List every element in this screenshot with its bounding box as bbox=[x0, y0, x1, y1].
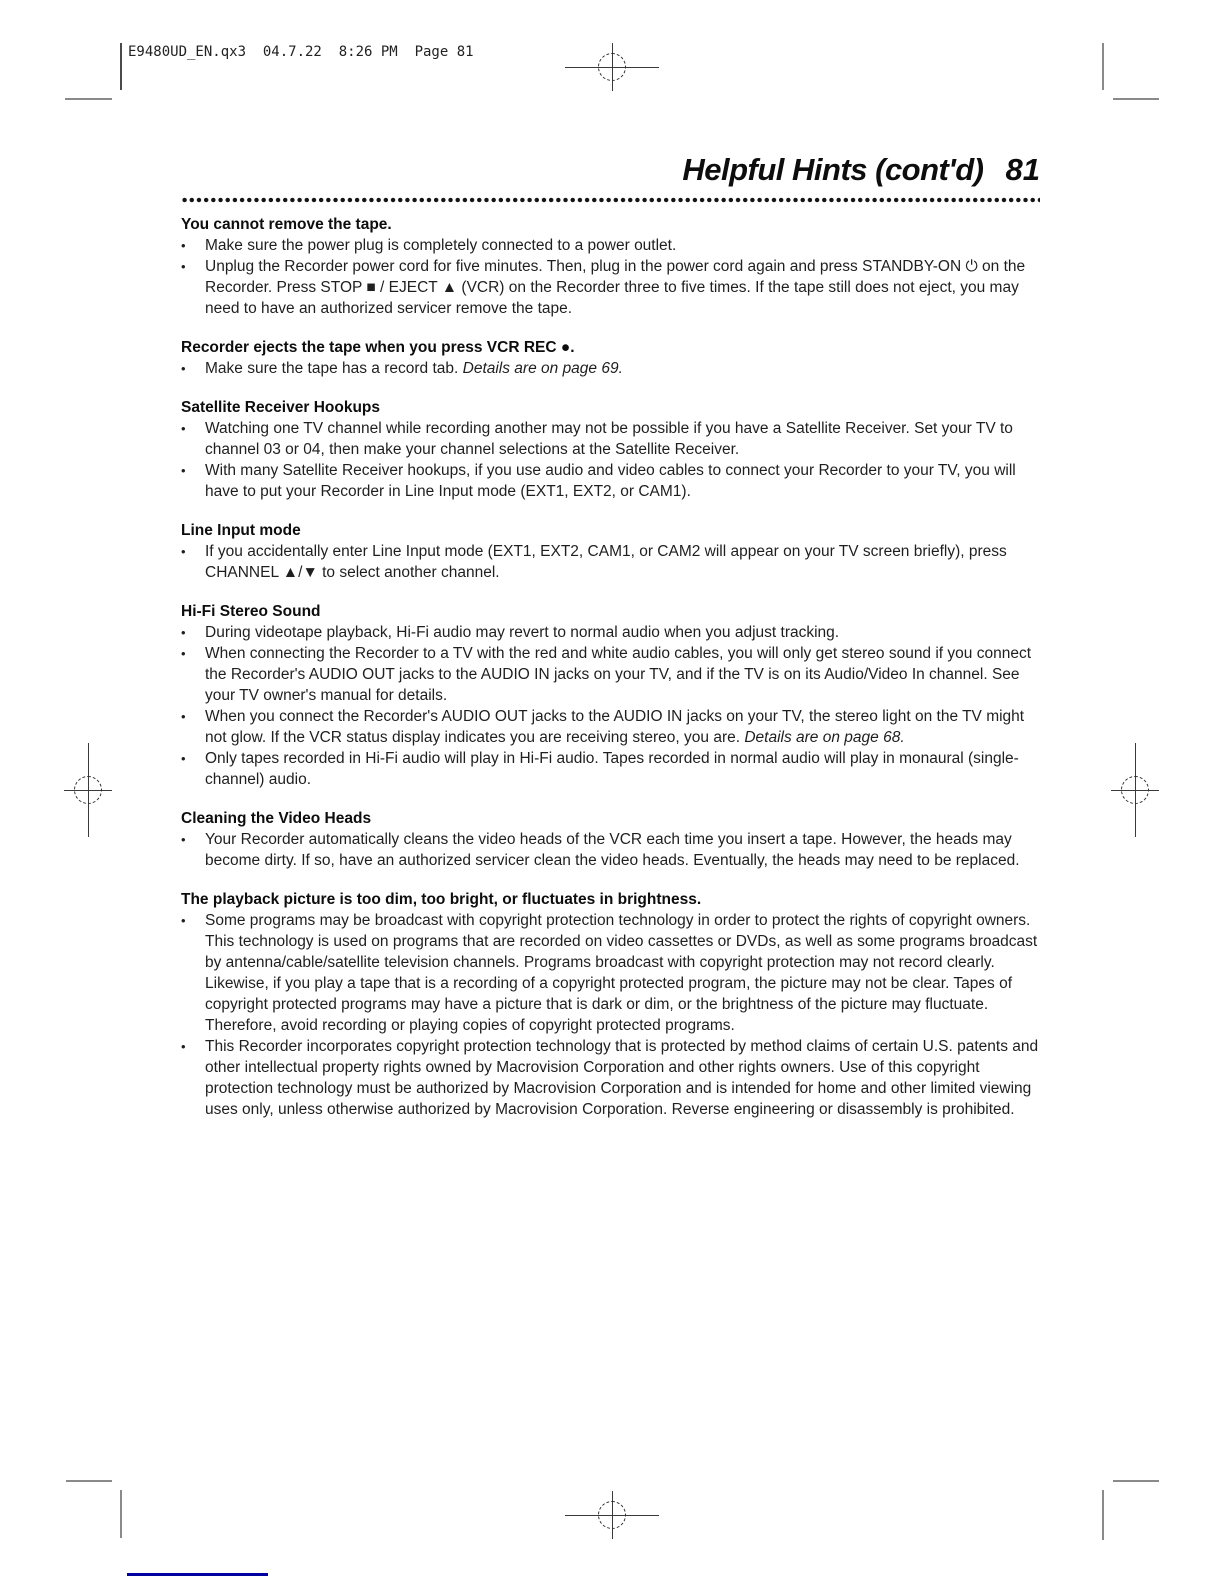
crop-mark-bottom-left-v bbox=[120, 1490, 122, 1538]
bullet-text bbox=[205, 910, 1041, 1036]
footer-accent-line bbox=[127, 1573, 268, 1576]
bullet-text-italic-segment: Details are on page 68. bbox=[744, 729, 905, 746]
bullet-text-segment: Only tapes recorded in Hi-Fi audio will play in Hi-Fi audio. Tapes recorded in normal audio will play in monaural (single-channel) audio. bbox=[205, 750, 1019, 788]
bullet-item bbox=[181, 235, 1041, 256]
section-heading: Hi-Fi Stereo Sound bbox=[181, 603, 321, 620]
crop-mark-bottom-right-v bbox=[1102, 1490, 1104, 1540]
bullet-item bbox=[181, 541, 1041, 583]
section-heading: The playback picture is too dim, too bright, or fluctuates in brightness. bbox=[181, 891, 702, 908]
bullet-marker: • bbox=[181, 361, 186, 376]
page-title: Helpful Hints (cont'd) bbox=[682, 152, 984, 187]
bullet-item bbox=[181, 643, 1041, 706]
bullet-item bbox=[181, 1036, 1041, 1120]
bullet-text-segment: Make sure the power plug is completely connected to a power outlet. bbox=[205, 237, 677, 254]
bullet-item bbox=[181, 256, 1041, 319]
section bbox=[181, 520, 1041, 583]
bullet-marker: • bbox=[181, 544, 186, 559]
bullet-item bbox=[181, 418, 1041, 460]
crop-mark-bottom-right-h bbox=[1113, 1480, 1159, 1482]
bullet-marker: • bbox=[181, 625, 186, 640]
registration-mark-left-icon bbox=[64, 743, 112, 837]
page-header bbox=[181, 152, 1040, 188]
bullet-text bbox=[205, 460, 1041, 502]
bullet-marker: • bbox=[181, 646, 186, 661]
crop-mark-top-left-h bbox=[65, 98, 112, 100]
section-heading: Recorder ejects the tape when you press VCR REC ●. bbox=[181, 339, 575, 356]
section bbox=[181, 397, 1041, 502]
bullet-item bbox=[181, 829, 1041, 871]
bullet-text-segment: Watching one TV channel while recording another may not be possible if you have a Satellite Receiver. Set your TV to channel 03 or 04, then make your channel selections at the Satellite Receiver. bbox=[205, 420, 1013, 458]
bullet-marker: • bbox=[181, 259, 186, 274]
crop-mark-top-left-v bbox=[120, 43, 122, 90]
bullet-item bbox=[181, 460, 1041, 502]
section bbox=[181, 337, 1041, 379]
bullet-text bbox=[205, 706, 1041, 748]
section bbox=[181, 889, 1041, 1120]
bullet-text-segment: Your Recorder automatically cleans the video heads of the VCR each time you insert a tape. However, the heads may become dirty. If so, have an authorized servicer clean the video heads. Eventually, the heads may need to be replaced. bbox=[205, 831, 1020, 869]
bullet-text-segment: Make sure the tape has a record tab. bbox=[205, 360, 463, 377]
bullet-marker: • bbox=[181, 751, 186, 766]
bullet-text bbox=[205, 418, 1041, 460]
bullet-text-segment: This Recorder incorporates copyright protection technology that is protected by method claims of certain U.S. patents and other intellectual property rights owned by Macrovision Corporation and other rights owners. Use of this copyright protection technology must be authorized by Macrovision Corporation and is intended for home and other limited viewing uses only, unless otherwise authorized by Macrovision Corporation. Reverse engineering or disassembly is prohibited. bbox=[205, 1038, 1039, 1118]
bullet-text bbox=[205, 1036, 1041, 1120]
bullet-marker: • bbox=[181, 913, 186, 928]
registration-mark-top-icon bbox=[565, 43, 659, 91]
page-number: 81 bbox=[1005, 152, 1040, 187]
bullet-marker: • bbox=[181, 1039, 186, 1054]
sections bbox=[181, 214, 1041, 1120]
crop-mark-top-right-v bbox=[1102, 43, 1104, 90]
bullet-item bbox=[181, 622, 1041, 643]
bullet-item bbox=[181, 748, 1041, 790]
section-heading: Line Input mode bbox=[181, 522, 301, 539]
bullet-text bbox=[205, 748, 1041, 790]
section-heading: Cleaning the Video Heads bbox=[181, 810, 372, 827]
bullet-marker: • bbox=[181, 832, 186, 847]
bullet-text bbox=[205, 541, 1041, 583]
bullet-text bbox=[205, 358, 1041, 379]
bullet-text bbox=[205, 622, 1041, 643]
registration-mark-right-icon bbox=[1111, 743, 1159, 837]
section bbox=[181, 601, 1041, 790]
bullet-text-segment: Some programs may be broadcast with copyright protection technology in order to protect the rights of copyright owners. This technology is used on programs that are recorded on video cassettes or DVDs, as well as some programs broadcast by antenna/cable/satellite television channels. Programs broadcast with copyright protection may not record clearly. Likewise, if you play a tape that is a recording of a copyright protected program, the picture may not be clear. Tapes of copyright protected programs may have a picture that is dark or dim, or the brightness of the picture may fluctuate. Therefore, avoid recording or playing copies of copyright protected programs. bbox=[205, 912, 1038, 1034]
bullet-item bbox=[181, 706, 1041, 748]
dotted-rule bbox=[181, 197, 1040, 203]
bullet-text-segment: If you accidentally enter Line Input mode (EXT1, EXT2, CAM1, or CAM2 will appear on your TV screen briefly), press CHANNEL ▲/▼ to select another channel. bbox=[205, 543, 1007, 581]
bullet-text-segment: During videotape playback, Hi-Fi audio may revert to normal audio when you adjust tracking. bbox=[205, 624, 840, 641]
bullet-text-segment: With many Satellite Receiver hookups, if you use audio and video cables to connect your Recorder to your TV, you will have to put your Recorder in Line Input mode (EXT1, EXT2, or CAM1). bbox=[205, 462, 1016, 500]
bullet-marker: • bbox=[181, 709, 186, 724]
slug-line: E9480UD_EN.qx3 04.7.22 8:26 PM Page 81 bbox=[128, 44, 474, 60]
bullet-item bbox=[181, 910, 1041, 1036]
bullet-text bbox=[205, 235, 1041, 256]
section-heading: You cannot remove the tape. bbox=[181, 216, 392, 233]
bullet-text-segment: Unplug the Recorder power cord for five minutes. Then, plug in the power cord again and press STANDBY-ON ⏻ on the Recorder. Press STOP ■ / EJECT ▲ (VCR) on the Recorder three to five times. If the tape still does not eject, you may need to have an authorized servicer remove the tape. bbox=[205, 258, 1026, 317]
crop-mark-bottom-left-h bbox=[66, 1480, 112, 1482]
bullet-text-segment: When connecting the Recorder to a TV with the red and white audio cables, you will only get stereo sound if you connect the Recorder's AUDIO OUT jacks to the AUDIO IN jacks on your TV, and if the TV is on its Audio/Video In channel. See your TV owner's manual for details. bbox=[205, 645, 1032, 704]
bullet-text-segment: When you connect the Recorder's AUDIO OUT jacks to the AUDIO IN jacks on your TV, the stereo light on the TV might not glow. If the VCR status display indicates you are receiving stereo, you are. bbox=[205, 708, 1025, 746]
bullet-text bbox=[205, 643, 1041, 706]
bullet-marker: • bbox=[181, 421, 186, 436]
registration-mark-bottom-icon bbox=[565, 1491, 659, 1539]
bullet-text-italic-segment: Details are on page 69. bbox=[462, 360, 623, 377]
section-heading: Satellite Receiver Hookups bbox=[181, 399, 380, 416]
bullet-marker: • bbox=[181, 238, 186, 253]
bullet-item bbox=[181, 358, 1041, 379]
crop-mark-top-right-h bbox=[1113, 98, 1159, 100]
bullet-text bbox=[205, 256, 1041, 319]
section bbox=[181, 214, 1041, 319]
section bbox=[181, 808, 1041, 871]
bullet-marker: • bbox=[181, 463, 186, 478]
bullet-text bbox=[205, 829, 1041, 871]
